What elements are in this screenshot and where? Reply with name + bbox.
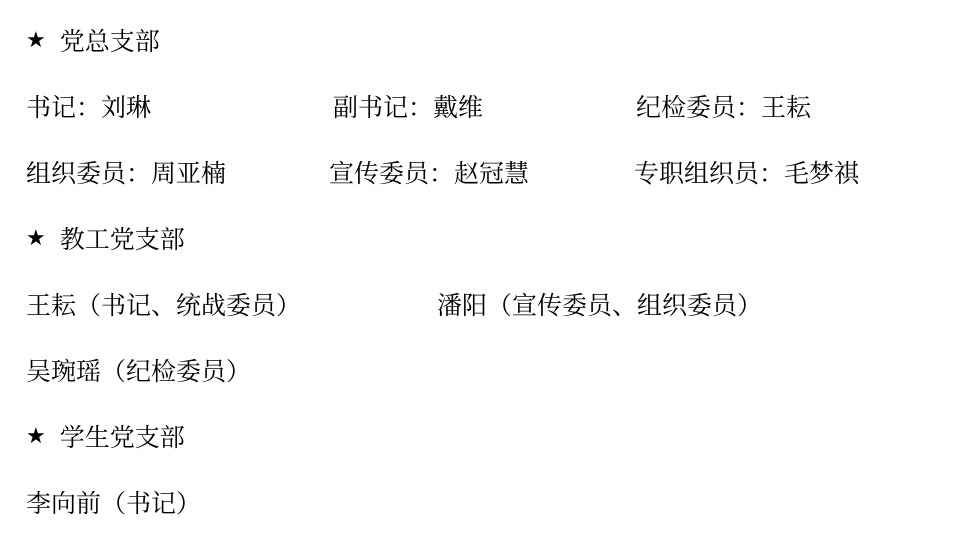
text-cell: 专职组织员：毛梦祺 [634,158,860,188]
section-heading-party-general-branch [26,8,954,74]
section-heading-label: 学生党支部 [59,422,185,452]
text-cell: 纪检委员：王耘 [636,92,812,122]
text-cell: 副书记：戴维 [333,92,484,122]
star-icon: ★ [26,424,46,449]
star-icon: ★ [26,226,46,251]
text-cell: 组织委员：周亚楠 [26,158,227,188]
section-heading-student-party-branch [26,404,954,470]
section-heading-faculty-party-branch [26,206,954,272]
text-row [26,272,954,338]
text-cell: 李向前（书记） [26,488,202,518]
text-row [26,74,954,140]
text-row [26,470,954,536]
text-cell: 王耘（书记、统战委员） [26,290,302,320]
text-row [26,338,954,404]
text-cell: 吴琬瑶（纪检委员） [26,356,252,386]
text-row [26,140,954,206]
text-cell: 宣传委员：赵冠慧 [329,158,530,188]
section-heading-label: 教工党支部 [59,224,185,254]
star-icon: ★ [26,28,46,53]
text-cell: 潘阳（宣传委员、组织委员） [437,290,763,320]
text-cell: 书记：刘琳 [26,92,152,122]
section-heading-label: 党总支部 [59,26,160,56]
